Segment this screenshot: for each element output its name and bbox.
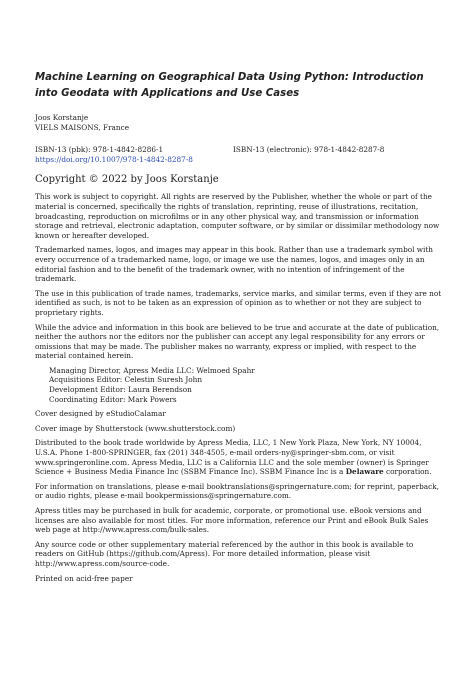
isbn-row bbox=[35, 145, 443, 155]
isbn-electronic: ISBN-13 (electronic): 978-1-4842-8287-8 bbox=[233, 145, 385, 155]
distribution-text: Distributed to the book trade worldwide by Apress Media, LLC, 1 New York Plaza, New York, NY 10004, U.S.A. Phone 1-800-SPRINGER, fax (201) 348-4505, e-mail orders-ny@springer-sbm.com, or visit www.springeronline.com. Apress Media, LLC is a California LLC and the sole member (owner) is Springer Science + Business Media Finance Inc (SSBM Finance Inc). SSBM Finance Inc is a bbox=[35, 438, 429, 477]
advice-paragraph: While the advice and information in this book are believed to be true and accurate at the date of publication, neither the authors nor the editors nor the publisher can accept any legal responsibility for any errors or omissions that may be made. The publisher makes no warranty, express or implied, with respect to the material contained herein. bbox=[35, 322, 440, 361]
distribution-paragraph bbox=[35, 438, 443, 476]
credit-development-editor: Development Editor: Laura Berendson bbox=[49, 385, 192, 395]
cover-image-credit: Cover image by Shutterstock (www.shutterstock.com) bbox=[35, 423, 236, 433]
book-title: Machine Learning on Geographical Data Using Python: Introduction into Geodata with Applications and Use Cases bbox=[35, 72, 424, 99]
page-content bbox=[35, 70, 443, 583]
credit-acquisitions-editor: Acquisitions Editor: Celestin Suresh John bbox=[49, 375, 203, 385]
distribution-bold: Delaware bbox=[345, 467, 384, 477]
cover-design-credit: Cover designed by eStudioCalamar bbox=[35, 409, 166, 419]
source-code-paragraph: Any source code or other supplementary material referenced by the author in this book is available to readers on GitHub (https://github.com/Apress). For more detailed information, please visit http://www.apress.com/source-code. bbox=[35, 539, 414, 568]
trade-names-paragraph: The use in this publication of trade names, trademarks, service marks, and similar terms, even if they are not identified as such, is not to be taken as an expression of opinion as to whether or not they are subject to proprietary rights. bbox=[35, 288, 442, 317]
bulk-sales-paragraph: Apress titles may be purchased in bulk for academic, corporate, or promotional use. eBook versions and licenses are also available for most titles. For more information, reference our Print and eBook Bulk Sales web page at http://www.apress.com/bulk-sales. bbox=[35, 506, 429, 535]
acid-free-paper-line: Printed on acid-free paper bbox=[35, 573, 133, 583]
doi-link[interactable]: https://doi.org/10.1007/978-1-4842-8287-8 bbox=[35, 154, 193, 164]
author-block bbox=[35, 113, 443, 132]
distribution-tail: corporation. bbox=[383, 467, 432, 477]
credits-list bbox=[49, 366, 443, 404]
copyright-notice: This work is subject to copyright. All rights are reserved by the Publisher, whether the whole or part of the material is concerned, specifically the rights of translation, reprinting, reuse of illustrations, recitation, broadcasting, reproduction on microfilms or in any other physical way, and transmission or information storage and retrieval, electronic adaptation, computer software, or by similar or dissimilar methodology now known or hereafter developed. bbox=[35, 192, 440, 240]
isbn-pbk: ISBN-13 (pbk): 978-1-4842-8286-1 bbox=[35, 145, 164, 155]
copyright-line: Copyright © 2022 by Joos Korstanje bbox=[35, 174, 219, 186]
author-location: VIELS MAISONS, France bbox=[35, 122, 130, 132]
credit-managing-director: Managing Director, Apress Media LLC: Welmoed Spahr bbox=[49, 365, 255, 375]
translations-paragraph: For information on translations, please e-mail booktranslations@springernature.com; for reprint, paperback, or audio rights, please e-mail bookpermissions@springernature.com. bbox=[35, 481, 439, 501]
author-name: Joos Korstanje bbox=[35, 113, 89, 122]
credit-coordinating-editor: Coordinating Editor: Mark Powers bbox=[49, 394, 177, 404]
trademark-paragraph: Trademarked names, logos, and images may appear in this book. Rather than use a trademark symbol with every occurrence of a trademarked name, logo, or image we use the names, logos, and images only in an editorial fashion and to the benefit of the trademark owner, with no intention of infringement of the trademark. bbox=[35, 245, 434, 284]
